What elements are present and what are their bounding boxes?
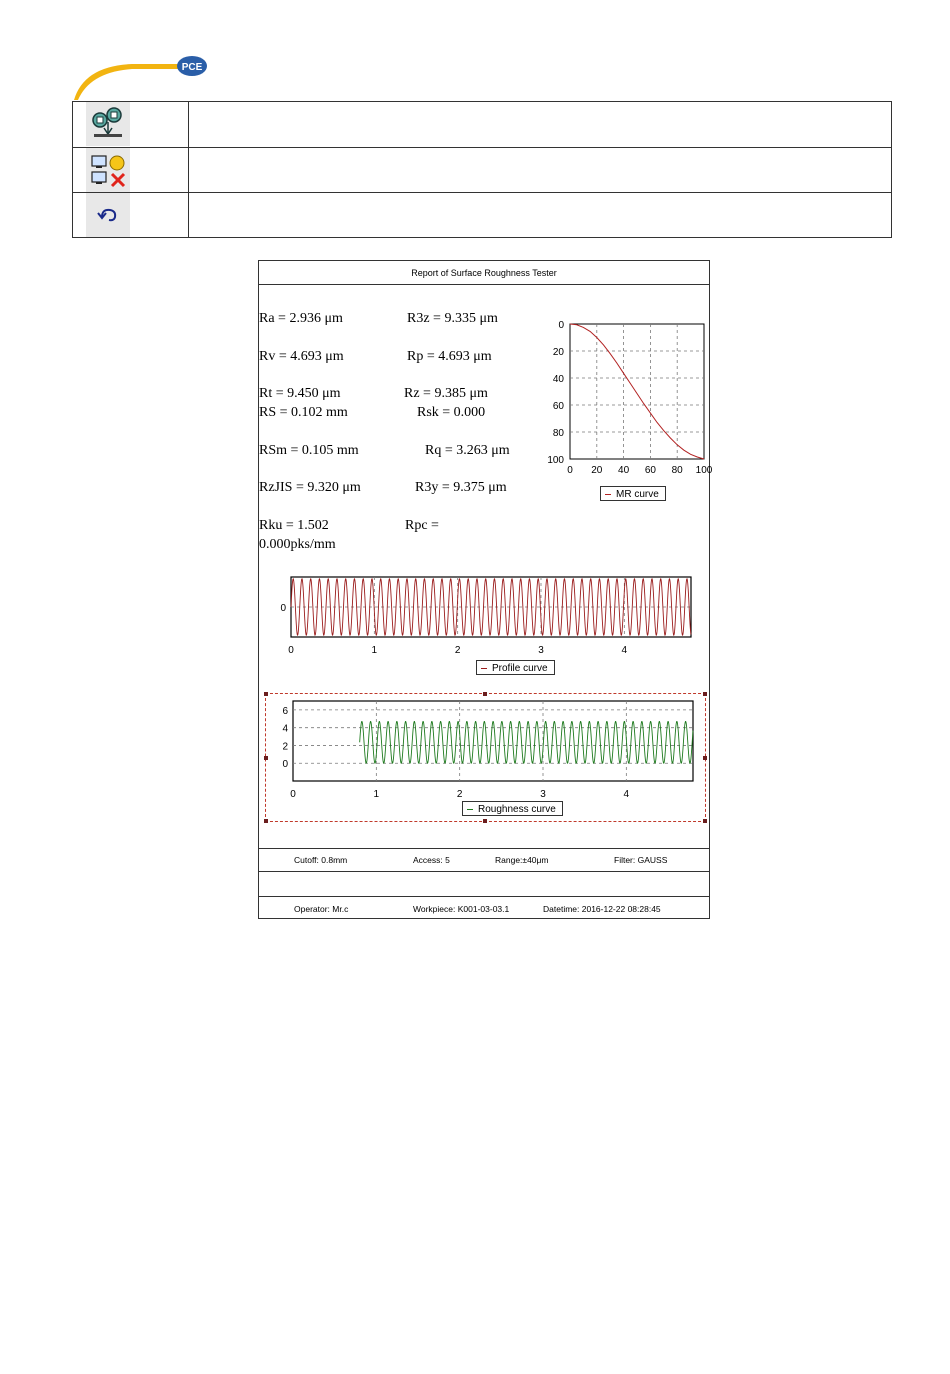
param-rz: Rz = 9.385 μm [404, 386, 488, 401]
x-tick-label: 1 [373, 789, 380, 800]
y-tick-label: 0 [282, 759, 288, 771]
connect-button[interactable] [86, 102, 130, 146]
x-tick-label: 40 [618, 465, 630, 476]
mr-chart [540, 317, 713, 482]
plot-area [570, 324, 704, 459]
y-tick-label: 100 [547, 455, 564, 466]
x-tick-label: 1 [371, 645, 378, 656]
y-tick-label: 4 [282, 723, 288, 735]
roughness-legend-label: Roughness curve [478, 804, 556, 815]
resize-handle[interactable] [264, 692, 268, 696]
table-row [73, 102, 891, 147]
resize-handle[interactable] [483, 819, 487, 823]
x-tick-label: 3 [538, 645, 544, 656]
profile-legend-swatch [481, 668, 487, 669]
x-tick-label: 60 [644, 465, 656, 476]
datetime-value: Datetime: 2016-12-22 08:28:45 [543, 904, 661, 914]
mr-legend-label: MR curve [616, 489, 659, 500]
x-tick-label: 2 [454, 645, 461, 656]
mr-legend-swatch [605, 494, 611, 495]
description-cell [189, 102, 891, 147]
x-tick-label: 4 [623, 789, 630, 800]
x-tick-label: 100 [695, 465, 713, 476]
pce-logo [70, 52, 220, 102]
profile-chart [273, 573, 698, 655]
param-rzjis: RzJIS = 9.320 μm [259, 480, 361, 495]
disconnect-computer-icon [90, 152, 126, 188]
x-tick-label: 2 [456, 789, 463, 800]
y-tick-label: 0 [558, 320, 564, 331]
disconnect-button[interactable] [86, 148, 130, 192]
y-tick-label: 60 [552, 401, 564, 412]
param-rpc: Rpc = [405, 518, 439, 533]
roughness-legend-swatch [467, 809, 473, 810]
connect-devices-icon [90, 106, 126, 142]
param-rku: Rku = 1.502 [259, 518, 329, 533]
undo-icon [96, 203, 120, 227]
y-tick-label: 20 [552, 347, 564, 358]
x-tick-label: 0 [567, 465, 573, 476]
resize-handle[interactable] [264, 756, 268, 760]
icon-cell [73, 193, 189, 237]
x-tick-label: 0 [288, 645, 294, 656]
x-tick-label: 3 [540, 789, 546, 800]
y-tick-label: 2 [282, 741, 288, 753]
param-rq: Rq = 3.263 μm [425, 443, 510, 458]
report-title: Report of Surface Roughness Tester [259, 261, 709, 285]
param-rv: Rv = 4.693 μm [259, 349, 344, 364]
workpiece-value: Workpiece: K001-03-03.1 [413, 904, 510, 914]
param-rpc-value: 0.000pks/mm [259, 537, 336, 552]
profile-legend-label: Profile curve [492, 663, 548, 674]
resize-handle[interactable] [264, 819, 268, 823]
description-cell [189, 148, 891, 192]
param-rsk: Rsk = 0.000 [417, 405, 486, 420]
resize-handle[interactable] [703, 756, 707, 760]
info-row [259, 896, 709, 918]
mr-legend [600, 486, 666, 501]
settings-row [259, 848, 709, 871]
y-tick-label: 0 [280, 603, 286, 614]
roughness-legend [462, 801, 563, 816]
access-value: Access: 5 [413, 855, 450, 865]
description-cell [189, 193, 891, 237]
param-r3z: R3z = 9.335 μm [407, 311, 498, 326]
range-value: Range:±40μm [495, 855, 549, 865]
resize-handle[interactable] [703, 692, 707, 696]
profile-legend [476, 660, 555, 675]
undo-button[interactable] [86, 193, 130, 237]
param-r3y: R3y = 9.375 μm [415, 480, 507, 495]
operator-value: Operator: Mr.c [294, 904, 349, 914]
param-rs: RS = 0.102 mm [259, 405, 348, 420]
logo-text: PCE [181, 62, 203, 73]
icon-cell [73, 148, 189, 192]
icon-cell [73, 102, 189, 147]
y-tick-label: 40 [552, 374, 564, 385]
param-rt: Rt = 9.450 μm [259, 386, 341, 401]
param-rsm: RSm = 0.105 mm [259, 443, 359, 458]
y-tick-label: 80 [552, 428, 564, 439]
param-ra: Ra = 2.936 μm [259, 311, 343, 326]
blank-row [259, 871, 709, 896]
x-tick-label: 4 [621, 645, 628, 656]
resize-handle[interactable] [703, 819, 707, 823]
resize-handle[interactable] [483, 692, 487, 696]
table-row [73, 147, 891, 192]
param-rp: Rp = 4.693 μm [407, 349, 492, 364]
filter-value: Filter: GAUSS [614, 855, 668, 865]
table-row [73, 192, 891, 237]
cutoff-value: Cutoff: 0.8mm [294, 855, 348, 865]
x-tick-label: 0 [290, 789, 296, 800]
roughness-report [258, 260, 713, 919]
x-tick-label: 20 [591, 465, 603, 476]
y-tick-label: 6 [282, 705, 288, 717]
plot-area [293, 701, 693, 781]
x-tick-label: 80 [671, 465, 683, 476]
icon-description-table [72, 101, 892, 238]
roughness-chart [273, 697, 698, 800]
